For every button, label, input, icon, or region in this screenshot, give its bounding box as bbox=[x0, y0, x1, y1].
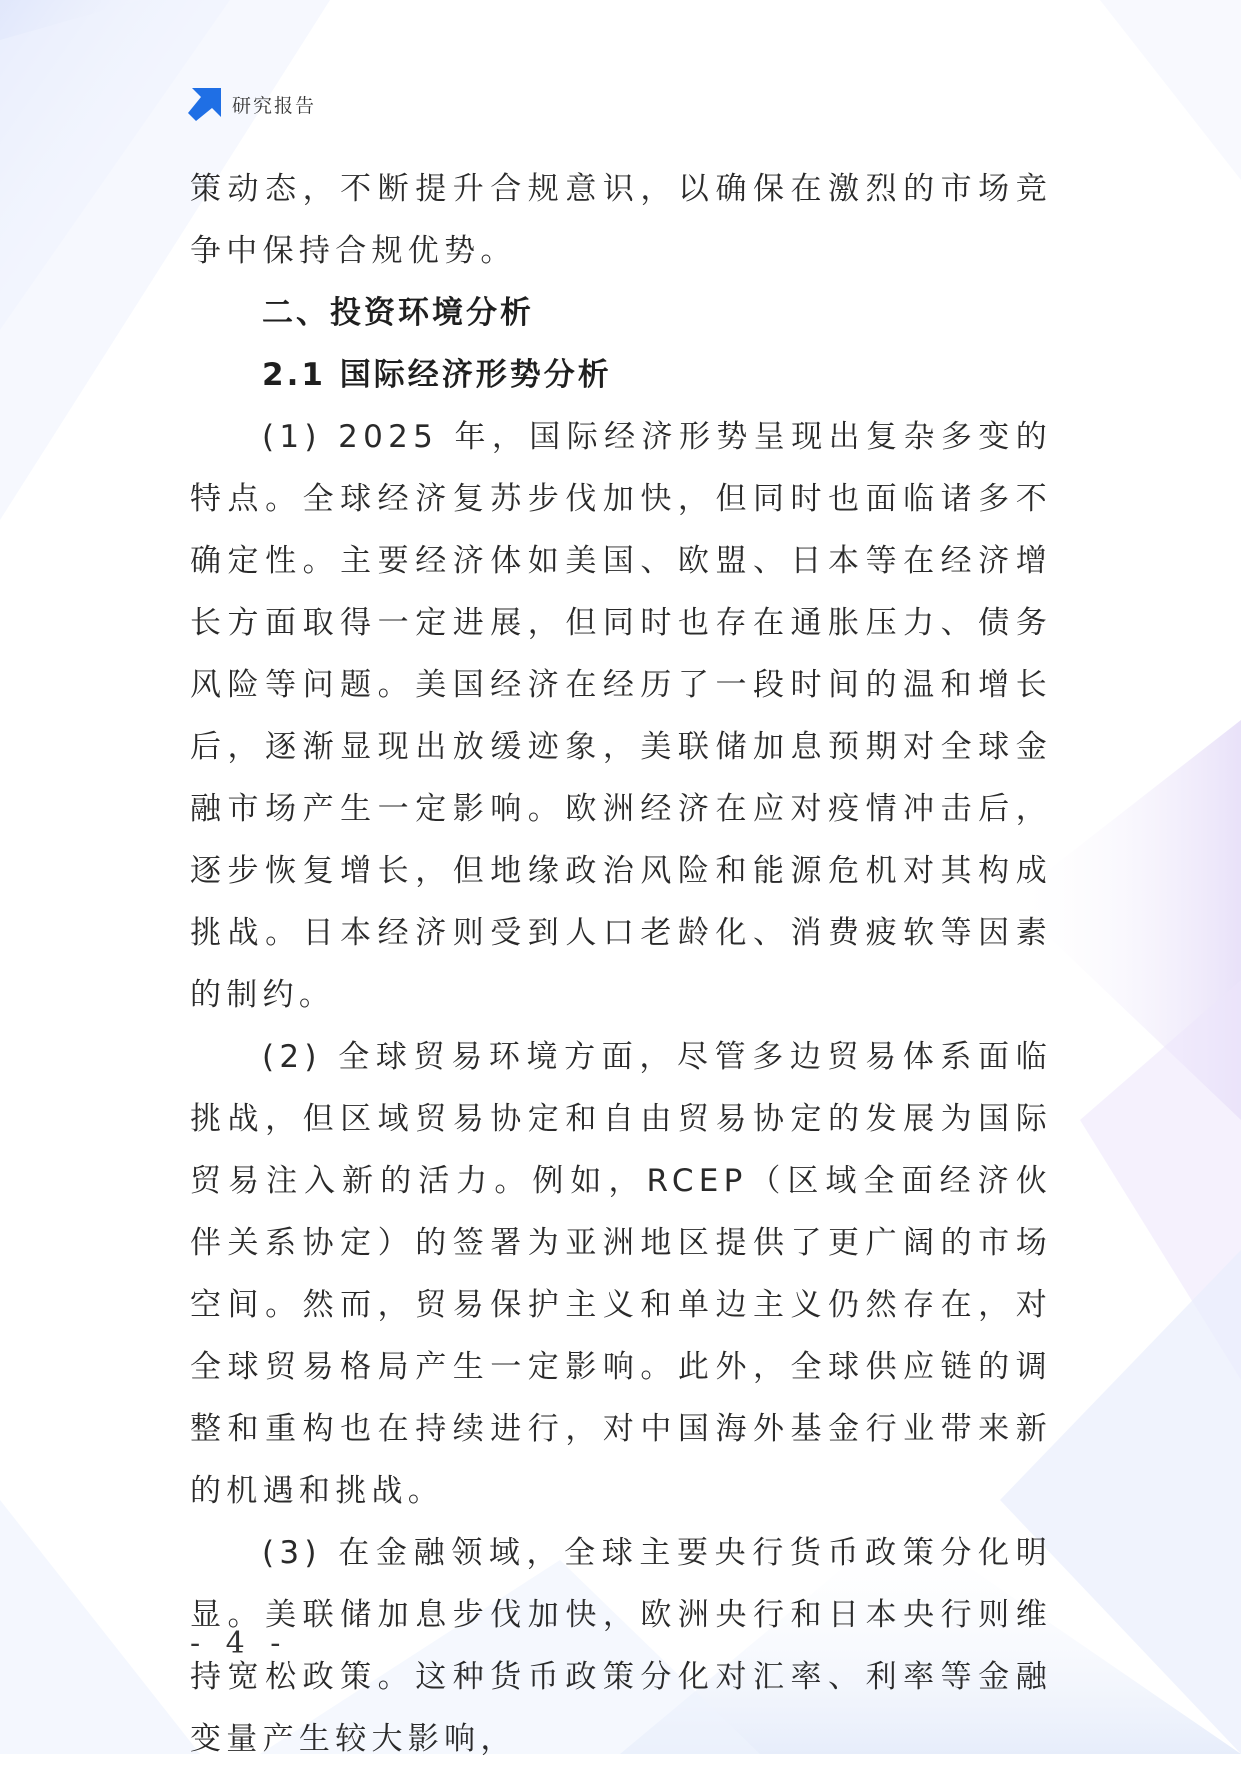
body-paragraph-3: (3) 在金融领域，全球主要央行货币政策分化明显。美联储加息步伐加快，欧洲央行和日本央行则维持宽松政策。这种货币政策分化对汇率、利率等金融变量产生较大影响， bbox=[190, 1535, 1052, 1757]
body-paragraph-2: (2) 全球贸易环境方面，尽管多边贸易体系面临挑战，但区域贸易协定和自由贸易协定的发展为国际贸易注入新的活力。例如，RCEP（区域全面经济伙伴关系协定）的签署为亚洲地区提供了更广阔的市场空间。然而，贸易保护主义和单边主义仍然存在，对全球贸易格局产生一定影响。此外，全球供应链的调整和重构也在持续进行，对中国海外基金行业带来新的机遇和挑战。 bbox=[190, 1039, 1052, 1509]
report-header bbox=[188, 88, 316, 121]
page-number: - 4 - bbox=[190, 1626, 289, 1661]
body-paragraph-continued: 策动态，不断提升合规意识，以确保在激烈的市场竞争中保持合规优势。 bbox=[190, 171, 1052, 269]
subsection-heading: 2.1 国际经济形势分析 bbox=[262, 357, 612, 393]
body-paragraph-1: (1) 2025 年，国际经济形势呈现出复杂多变的特点。全球经济复苏步伐加快，但同时也面临诸多不确定性。主要经济体如美国、欧盟、日本等在经济增长方面取得一定进展，但同时也存在通胀压力、债务风险等问题。美国经济在经历了一段时间的温和增长后，逐渐显现出放缓迹象，美联储加息预期对全球金融市场产生一定影响。欧洲经济在应对疫情冲击后，逐步恢复增长，但地缘政治风险和能源危机对其构成挑战。日本经济则受到人口老龄化、消费疲软等因素的制约。 bbox=[190, 419, 1052, 1013]
document-body bbox=[190, 158, 1052, 1770]
diagonal-arrow-logo-icon bbox=[188, 88, 221, 121]
report-type-label: 研究报告 bbox=[232, 95, 317, 117]
section-heading: 二、投资环境分析 bbox=[262, 295, 534, 331]
